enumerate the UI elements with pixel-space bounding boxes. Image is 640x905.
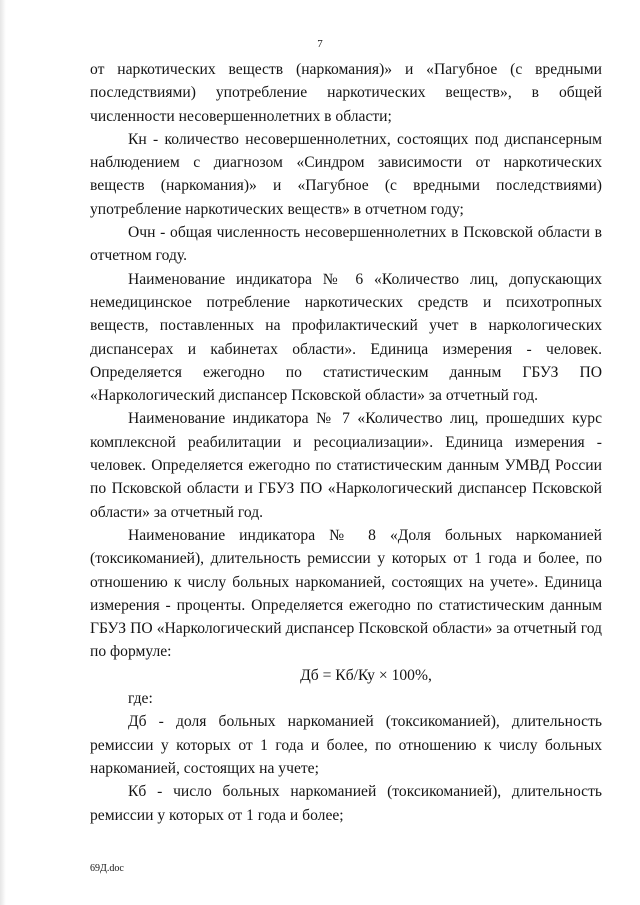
scan-edge — [0, 0, 6, 905]
where-label: где: — [128, 690, 153, 708]
paragraph-indicator-6: Наименование индикатора № 6 «Количество лиц, допускающих немедицинское потребление наркотических средств и психотропных веществ, поставленных на профилактический учет в наркологических диспансерах и кабинетах области». Единица измерения - человек. Определяется ежегодно по статистическим данным ГБУЗ ПО «Наркологический диспансер Псковской области» за отчетный год. — [90, 270, 602, 405]
document-body — [90, 58, 602, 827]
paragraph-continuation: от наркотических веществ (наркомания)» и «Пагубное (с вредными последствиями) употребление наркотических веществ», в общей численности несовершеннолетних в области; — [90, 61, 602, 125]
formula: Дб = Кб/Ку × 100%, — [300, 666, 432, 684]
paragraph-db-definition: Дб - доля больных наркоманией (токсикоманией), длительность ремиссии у которых от 1 года и более, по отношению к числу больных наркоманией, состоящих на учете; — [90, 713, 602, 777]
paragraph-kb-definition: Кб - число больных наркоманией (токсикоманией), длительность ремиссии у которых от 1 года и более; — [90, 783, 602, 824]
paragraph-indicator-7: Наименование индикатора № 7 «Количество лиц, прошедших курс комплексной реабилитации и ресоциализации». Единица измерения - человек. Определяется ежегодно по статистическим данным УМВД России по Псковской области и ГБУЗ ПО «Наркологический диспансер Псковской области» за отчетный год. — [90, 410, 602, 521]
page-number: 7 — [317, 38, 323, 50]
footer-filename: 69Д.doc — [90, 863, 124, 874]
paragraph-ochn-definition: Очн - общая численность несовершеннолетних в Псковской области в отчетном году. — [90, 224, 602, 265]
paragraph-kn-definition: Кн - количество несовершеннолетних, состоящих под диспансерным наблюдением с диагнозом «Синдром зависимости от наркотических веществ (наркомания)» и «Пагубное (с вредными последствиями) употребление наркотических веществ» в отчетном году; — [90, 130, 602, 218]
paragraph-indicator-8: Наименование индикатора № 8 «Доля больных наркоманией (токсикоманией), длительность ремиссии у которых от 1 года и более, по отношению к числу больных наркоманией, состоящих на учете». Единица измерения - проценты. Определяется ежегодно по статистическим данным ГБУЗ ПО «Наркологический диспансер Псковской области» за отчетный год по формуле: — [90, 526, 602, 661]
